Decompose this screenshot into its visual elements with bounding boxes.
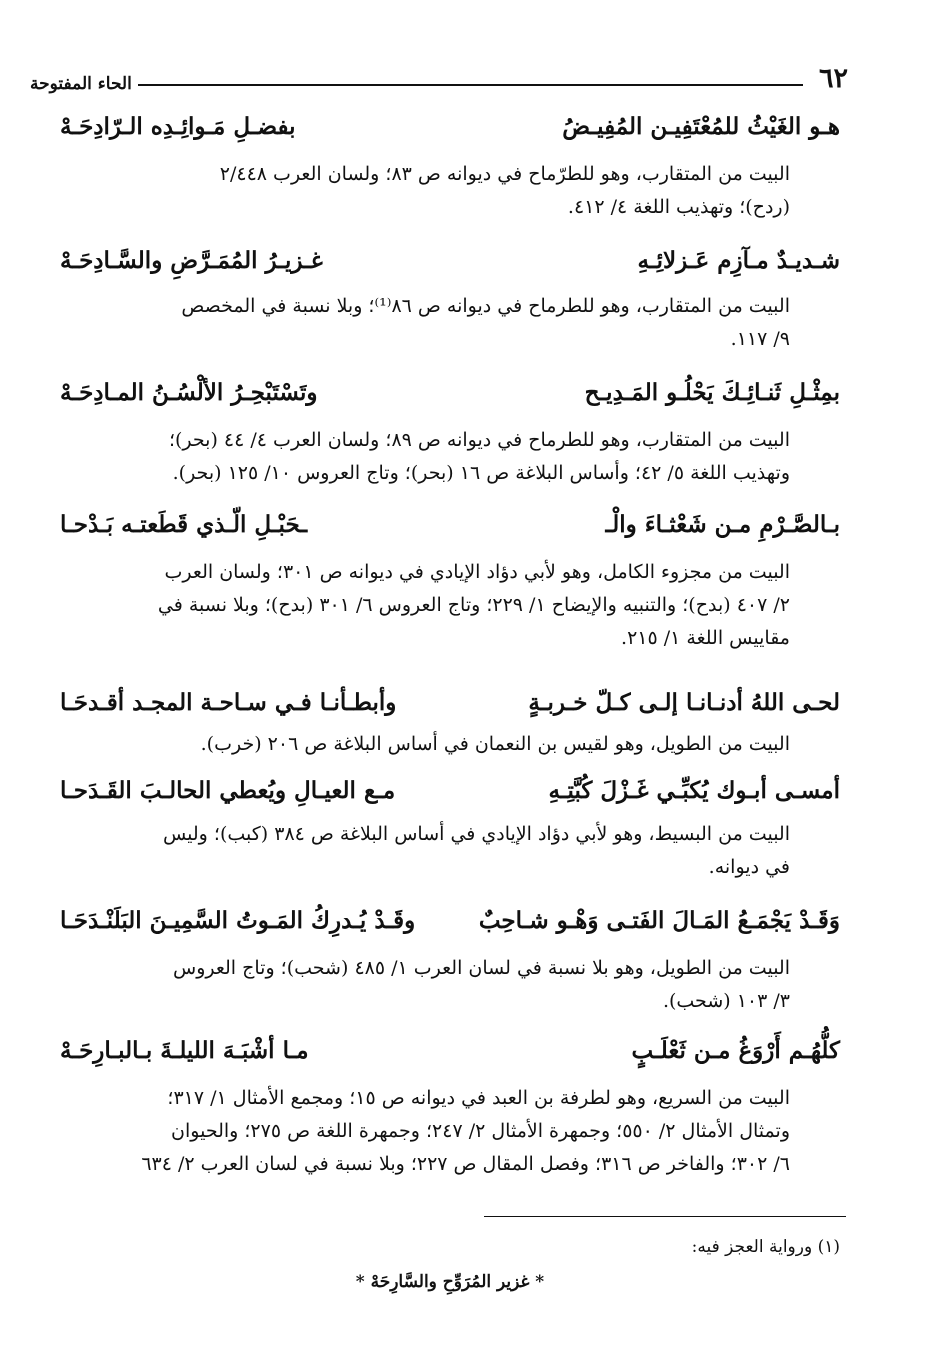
- verse-second-hemistich: بفضـلِ مَـوائِـدِه الـرّادِحَـهْ: [60, 112, 296, 140]
- verse-commentary: [60, 556, 840, 655]
- commentary-line: وتهذيب اللغة ٥/ ٤٢؛ وأساس البلاغة ص ١٦ (بحر)؛ وتاج العروس ١٠/ ١٢٥ (بحر).: [172, 462, 790, 484]
- commentary-line: البيت من البسيط، وهو لأبي دؤاد الإيادي في أساس البلاغة ص ٣٨٤ (كبب)؛ وليس: [162, 823, 790, 845]
- verse-line: [60, 1028, 840, 1072]
- commentary-line: البيت من السريع، وهو لطرفة بن العبد في ديوانه ص ١٥؛ ومجمع الأمثال ١/ ٣١٧؛: [167, 1087, 790, 1109]
- verse-commentary: [60, 158, 840, 224]
- page-number: ٦٢: [818, 63, 848, 94]
- verse-commentary: [60, 818, 840, 884]
- verse-commentary: [60, 290, 840, 356]
- commentary-line: وتمثال الأمثال ٢/ ٥٥٠؛ وجمهرة الأمثال ٢/ ٢٤٧؛ وجمهرة اللغة ص ٢٧٥؛ والحيوان: [171, 1120, 790, 1142]
- verse-first-hemistich: لحـى اللهُ أدنـانـا إلـى كـلّ خـربـةٍ: [528, 688, 840, 716]
- verse-first-hemistich: كلُّهُـم أَرْوَغُ مـن ثَعْلَـبٍ: [631, 1036, 840, 1064]
- footnote: (١) ورواية العجز فيه:: [691, 1237, 840, 1257]
- verse-line: [60, 680, 840, 724]
- commentary-line: ٩/ ١١٧.: [730, 328, 790, 350]
- commentary-line: البيت من مجزوء الكامل، وهو لأبي دؤاد الإيادي في ديوانه ص ٣٠١؛ ولسان العرب: [164, 561, 790, 583]
- footnote-verse: * غزير المُرَوِّحِ والسَّارِحَهْ *: [355, 1272, 545, 1292]
- verse-second-hemistich: وتَسْتَبْحِـرُ الألْسُـنُ المـادِحَـهْ: [60, 378, 318, 406]
- commentary-line: البيت من المتقارب، وهو للطرّماح في ديوانه ص ٨٣؛ ولسان العرب ٢/٤٤٨: [219, 163, 790, 185]
- commentary-line: (ردح)؛ وتهذيب اللغة ٤/ ٤١٢.: [567, 196, 790, 218]
- commentary-line: البيت من الطويل، وهو لقيس بن النعمان في أساس البلاغة ص ٢٠٦ (خرب).: [200, 733, 790, 755]
- verse-second-hemistich: وقَـدْ يُـدرِكُ المَـوتُ السَّمِيـنَ البَلَنْـدَحَـا: [60, 906, 416, 934]
- commentary-line: البيت من المتقارب، وهو للطرماح في ديوانه ص ٨٦⁽¹⁾؛ وبلا نسبة في المخصص: [181, 295, 790, 317]
- commentary-line: ٢/ ٤٠٧ (بدح)؛ والتنبيه والإيضاح ١/ ٢٢٩؛ وتاج العروس ٦/ ٣٠١ (بدح)؛ وبلا نسبة في: [157, 594, 790, 616]
- verse-line: [60, 768, 840, 812]
- verse-first-hemistich: أمسـى أبـوك يُكبِّـي غَـزْلَ كُبَّتِـهِ: [548, 776, 840, 804]
- commentary-line: البيت من الطويل، وهو بلا نسبة في لسان العرب ١/ ٤٨٥ (شحب)؛ وتاج العروس: [173, 957, 790, 979]
- verse-second-hemistich: مـع العيـالِ ويُعطي الحالـبَ القَـدَحـا: [60, 776, 396, 804]
- commentary-line: مقاييس اللغة ١/ ٢١٥.: [621, 627, 790, 649]
- verse-second-hemistich: ـحَبْـلِ الّـذي قَطَعتـه بَـدْحـا: [60, 510, 308, 538]
- header-rule: [138, 84, 803, 86]
- verse-line: [60, 104, 840, 148]
- verse-commentary: [60, 424, 840, 490]
- verse-second-hemistich: مـا أشْبَـهَ الليلـةَ بـالبـارِحَـهْ: [60, 1036, 309, 1064]
- commentary-line: ٣/ ١٠٣ (شحب).: [662, 990, 790, 1012]
- verse-first-hemistich: بـالصَّـرْمِ مـن شَعْثـاءَ والْـ: [605, 510, 840, 538]
- verse-line: [60, 898, 840, 942]
- verse-first-hemistich: وَقَـدْ يَجْمَـعُ المَـالَ الفَتـى وَهْـو شـاحِبٌ: [478, 906, 840, 934]
- verse-line: [60, 238, 840, 282]
- page-header: [30, 54, 848, 94]
- verse-line: [60, 502, 840, 546]
- commentary-line: في ديوانه.: [708, 856, 790, 878]
- verse-second-hemistich: غـزيـرُ المُمَـرَّضِ والسَّـادِحَـهْ: [60, 246, 323, 274]
- footnote-rule: [484, 1216, 846, 1217]
- verse-commentary: [60, 728, 840, 761]
- verse-line: [60, 370, 840, 414]
- running-head: الحاء المفتوحة: [30, 74, 132, 94]
- verse-second-hemistich: وأبطـأنـا فـي سـاحـة المجـد أقـدحَـا: [60, 688, 397, 716]
- verse-commentary: [60, 952, 840, 1018]
- commentary-line: البيت من المتقارب، وهو للطرماح في ديوانه ص ٨٩؛ ولسان العرب ٤/ ٤٤ (بحر)؛: [168, 429, 790, 451]
- verse-first-hemistich: هـو الغَيْثُ للمُعْتَفِيـن المُفِيـضُ: [562, 112, 840, 140]
- verse-first-hemistich: شـديـدٌ مـآزِم عَـزلائِـهِ: [637, 246, 840, 274]
- commentary-line: ٦/ ٣٠٢؛ والفاخر ص ٣١٦؛ وفصل المقال ص ٢٢٧؛ وبلا نسبة في لسان العرب ٢/ ٦٣٤: [141, 1153, 790, 1175]
- verse-first-hemistich: بمِثْـلِ ثَنـائِـكَ يَحْلُـو المَـدِيـح: [584, 378, 840, 406]
- verse-commentary: [60, 1082, 840, 1181]
